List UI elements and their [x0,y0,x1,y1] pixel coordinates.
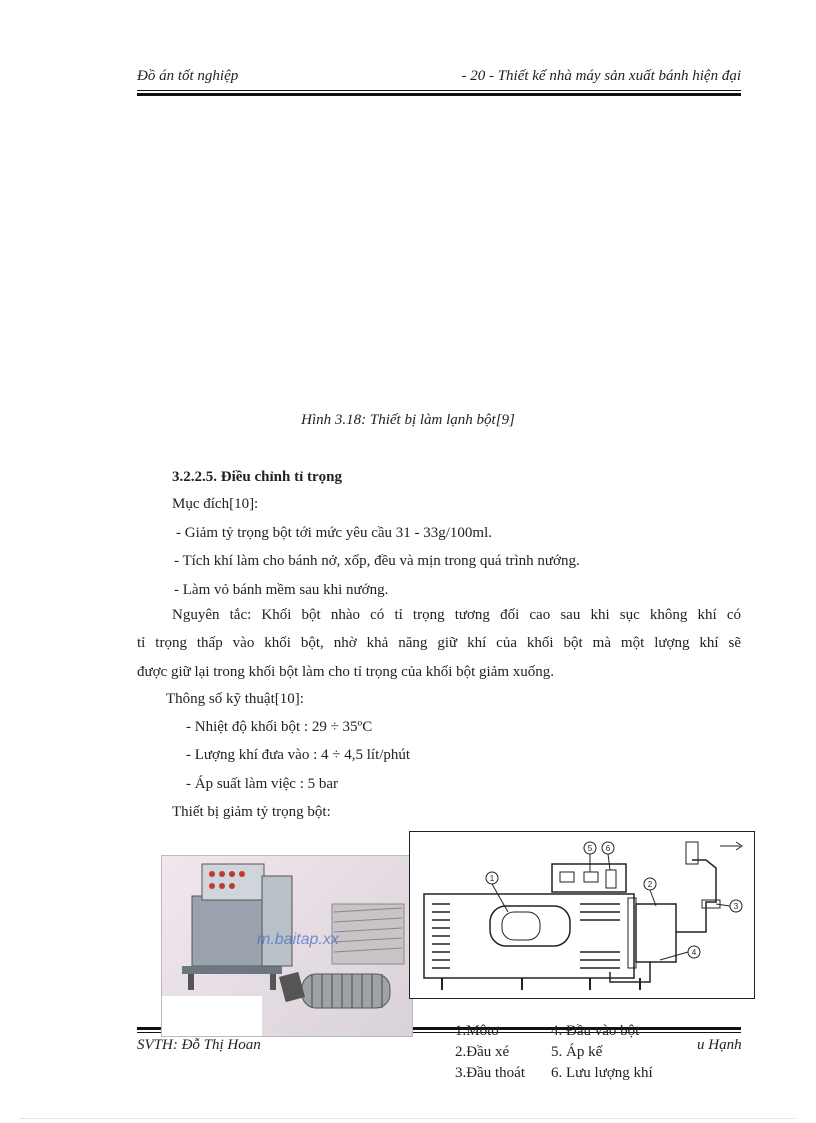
page-header [137,66,741,88]
specs-label: Thông số kỹ thuật[10]: [166,691,304,707]
header-rule-thick [137,93,741,96]
mesh-closeup [332,904,404,964]
device-label: Thiết bị giảm tỷ trọng bột: [172,804,331,820]
watermark: m.baitap.xx [257,931,339,948]
purpose-item: - Giảm tỷ trọng bột tới mức yêu cầu 31 - 33g/100ml. [176,525,493,541]
principle-line: tỉ trọng thấp vào khối bột, nhờ khả năng giữ khí của khối bột mà một lượng khí sẽ [137,635,741,651]
spec-item: - Áp suất làm việc : 5 bar [186,776,339,792]
legend-item: 6. Lưu lượng khí [551,1065,653,1081]
principle-line: Nguyên tắc: Khối bột nhào có tỉ trọng tương đối cao sau khi sục không khí có [172,607,741,623]
machine-side [262,876,292,966]
schematic-diagram [409,831,755,999]
inlet-pipe [610,962,650,982]
legend-item: 4. Đầu vào bột [551,1023,640,1039]
footer-right: u Hạnh [697,1037,742,1053]
mixing-head [636,904,676,962]
principle-line: được giữ lại trong khối bột làm cho tỉ trọng của khối bột giảm xuống. [137,664,555,680]
header-left: Đồ án tốt nghiệp [137,68,239,84]
purpose-item: - Làm vỏ bánh mềm sau khi nướng. [174,582,389,598]
legend-item: 5. Áp kế [551,1044,603,1060]
machine-base [182,966,282,974]
device-photo [161,855,413,1037]
label-1: 1 [489,874,495,883]
legend-item: 2.Đầu xé [455,1044,510,1060]
header-right: - 20 - Thiết kế nhà máy sản xuất bánh hiện đại [461,68,741,84]
label-6: 6 [605,844,611,853]
legend-item: 3.Đầu thoát [455,1065,525,1081]
legend-item: 1.Môtơ [455,1023,500,1039]
housing-part [279,972,305,1002]
control-panel [202,864,264,900]
purpose-label: Mục đích[10]: [172,496,259,512]
header-rule-thin [137,90,741,91]
figure-caption: Hình 3.18: Thiết bị làm lạnh bột[9] [301,412,515,428]
section-heading: 3.2.2.5. Điều chỉnh tỉ trọng [172,469,343,485]
motor-core [502,912,540,940]
schematic-svg [410,832,754,998]
page-bottom-border [20,1118,796,1119]
photo-blank-area [162,996,262,1036]
label-5: 5 [587,844,593,853]
device-photo-illustration [162,856,412,1036]
label-2: 2 [647,880,653,889]
label-3: 3 [733,902,739,911]
purpose-item: - Tích khí làm cho bánh nở, xốp, đều và mịn trong quá trình nướng. [174,553,580,569]
spec-item: - Lượng khí đưa vào : 4 ÷ 4,5 lít/phút [186,747,411,763]
outlet-pipe [676,860,716,932]
label-4: 4 [691,948,697,957]
rotor [302,974,390,1008]
spec-item: - Nhiệt độ khối bột : 29 ÷ 35ºC [186,719,373,735]
footer-left: SVTH: Đỗ Thị Hoan [137,1037,261,1053]
